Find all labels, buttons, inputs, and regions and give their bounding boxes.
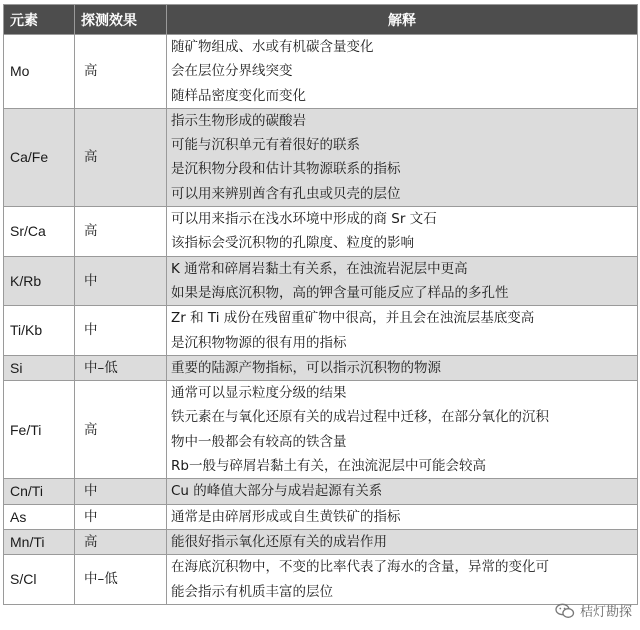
element-cell: Si <box>4 355 75 380</box>
element-cell: K/Rb <box>4 256 75 306</box>
table-row <box>4 355 638 380</box>
table-row <box>4 555 638 605</box>
explanation-line: 随矿物组成、水或有机碳含量变化 <box>171 39 374 55</box>
effect-cell: 高 <box>75 207 167 257</box>
table-row <box>4 504 638 529</box>
wechat-icon <box>555 603 575 619</box>
table-row <box>4 479 638 504</box>
explanation-line: 指示生物形成的碳酸岩 <box>171 112 306 129</box>
element-cell: S/Cl <box>4 555 75 605</box>
effect-cell: 中 <box>75 479 167 504</box>
explanation-line: Zr 和 Ti 成份在残留重矿物中很高，并且会在浊流层基底变高 <box>171 310 535 327</box>
explanation-cell <box>167 555 638 605</box>
table-row <box>4 381 638 479</box>
element-cell: As <box>4 504 75 529</box>
effect-cell: 中 <box>75 504 167 529</box>
explanation-cell <box>167 108 638 206</box>
element-cell: Ti/Kb <box>4 306 75 356</box>
table-row <box>4 207 638 257</box>
explanation-cell <box>167 256 638 306</box>
explanation-line: 随样品密度变化而变化 <box>171 87 306 104</box>
table-row <box>4 35 638 109</box>
explanation-line: 可能与沉积单元有着很好的联系 <box>171 137 360 154</box>
effect-cell: 中 <box>75 256 167 306</box>
explanation-cell <box>167 504 638 529</box>
explanation-cell <box>167 207 638 257</box>
effect-cell: 高 <box>75 529 167 554</box>
element-cell: Mn/Ti <box>4 529 75 554</box>
effect-cell: 中–低 <box>75 555 167 605</box>
element-cell: Mo <box>4 35 75 109</box>
element-cell: Sr/Ca <box>4 207 75 257</box>
explanation-line: K 通常和碎屑岩黏土有关系，在浊流岩泥层中更高 <box>171 260 468 277</box>
explanation-cell <box>167 479 638 504</box>
explanation-line: Rb一般与碎屑岩黏土有关，在浊流泥层中可能会较高 <box>171 458 486 475</box>
effect-cell: 高 <box>75 108 167 206</box>
explanation-line: 是沉积物分段和估计其物源联系的指标 <box>171 161 401 178</box>
explanation-line: 在海底沉积物中，不变的比率代表了海水的含量，异常的变化可 <box>171 559 549 576</box>
table-row <box>4 256 638 306</box>
explanation-line: 能会指示有机质丰富的层位 <box>171 583 333 600</box>
explanation-line: 能很好指示氧化还原有关的成岩作用 <box>171 533 387 550</box>
header-effect: 探测效果 <box>75 5 167 35</box>
element-cell: Fe/Ti <box>4 381 75 479</box>
explanation-line: 可以用来辨别酋含有孔虫或贝壳的层位 <box>171 185 401 202</box>
effect-cell: 中 <box>75 306 167 356</box>
element-cell: Cn/Ti <box>4 479 75 504</box>
header-element: 元素 <box>4 5 75 35</box>
explanation-cell <box>167 355 638 380</box>
effect-cell: 高 <box>75 35 167 109</box>
explanation-line: Cu 的峰值大部分与成岩起源有关系 <box>171 483 383 500</box>
explanation-line: 物中一般都会有较高的铁含量 <box>171 433 347 450</box>
header-explanation: 解释 <box>167 5 638 35</box>
explanation-line: 如果是海底沉积物，高的钾含量可能反应了样品的多孔性 <box>171 284 509 301</box>
explanation-line: 铁元素在与氧化还原有关的成岩过程中迁移，在部分氧化的沉积 <box>171 409 549 426</box>
explanation-cell <box>167 381 638 479</box>
explanation-line: 重要的陆源产物指标，可以指示沉积物的物源 <box>171 359 441 376</box>
element-cell: Ca/Fe <box>4 108 75 206</box>
table-row <box>4 306 638 356</box>
watermark-text: 桔灯勘探 <box>579 605 632 620</box>
explanation-line: 该指标会受沉积物的孔隙度、粒度的影响 <box>171 235 414 252</box>
table-row <box>4 529 638 554</box>
element-detection-table <box>3 4 638 605</box>
table-header-row <box>4 5 638 35</box>
explanation-cell <box>167 529 638 554</box>
explanation-cell <box>167 306 638 356</box>
effect-cell: 高 <box>75 381 167 479</box>
effect-cell: 中–低 <box>75 355 167 380</box>
explanation-line: 会在层位分界线突变 <box>171 63 293 80</box>
explanation-line: 是沉积物物源的很有用的指标 <box>171 334 347 351</box>
explanation-cell <box>167 35 638 109</box>
explanation-line: 通常是由碎屑形成或自生黄铁矿的指标 <box>171 508 401 525</box>
watermark <box>555 601 632 620</box>
table-row <box>4 108 638 206</box>
explanation-line: 可以用来指示在浅水环境中形成的商 Sr 文石 <box>171 211 437 228</box>
explanation-line: 通常可以显示粒度分级的结果 <box>171 385 347 402</box>
